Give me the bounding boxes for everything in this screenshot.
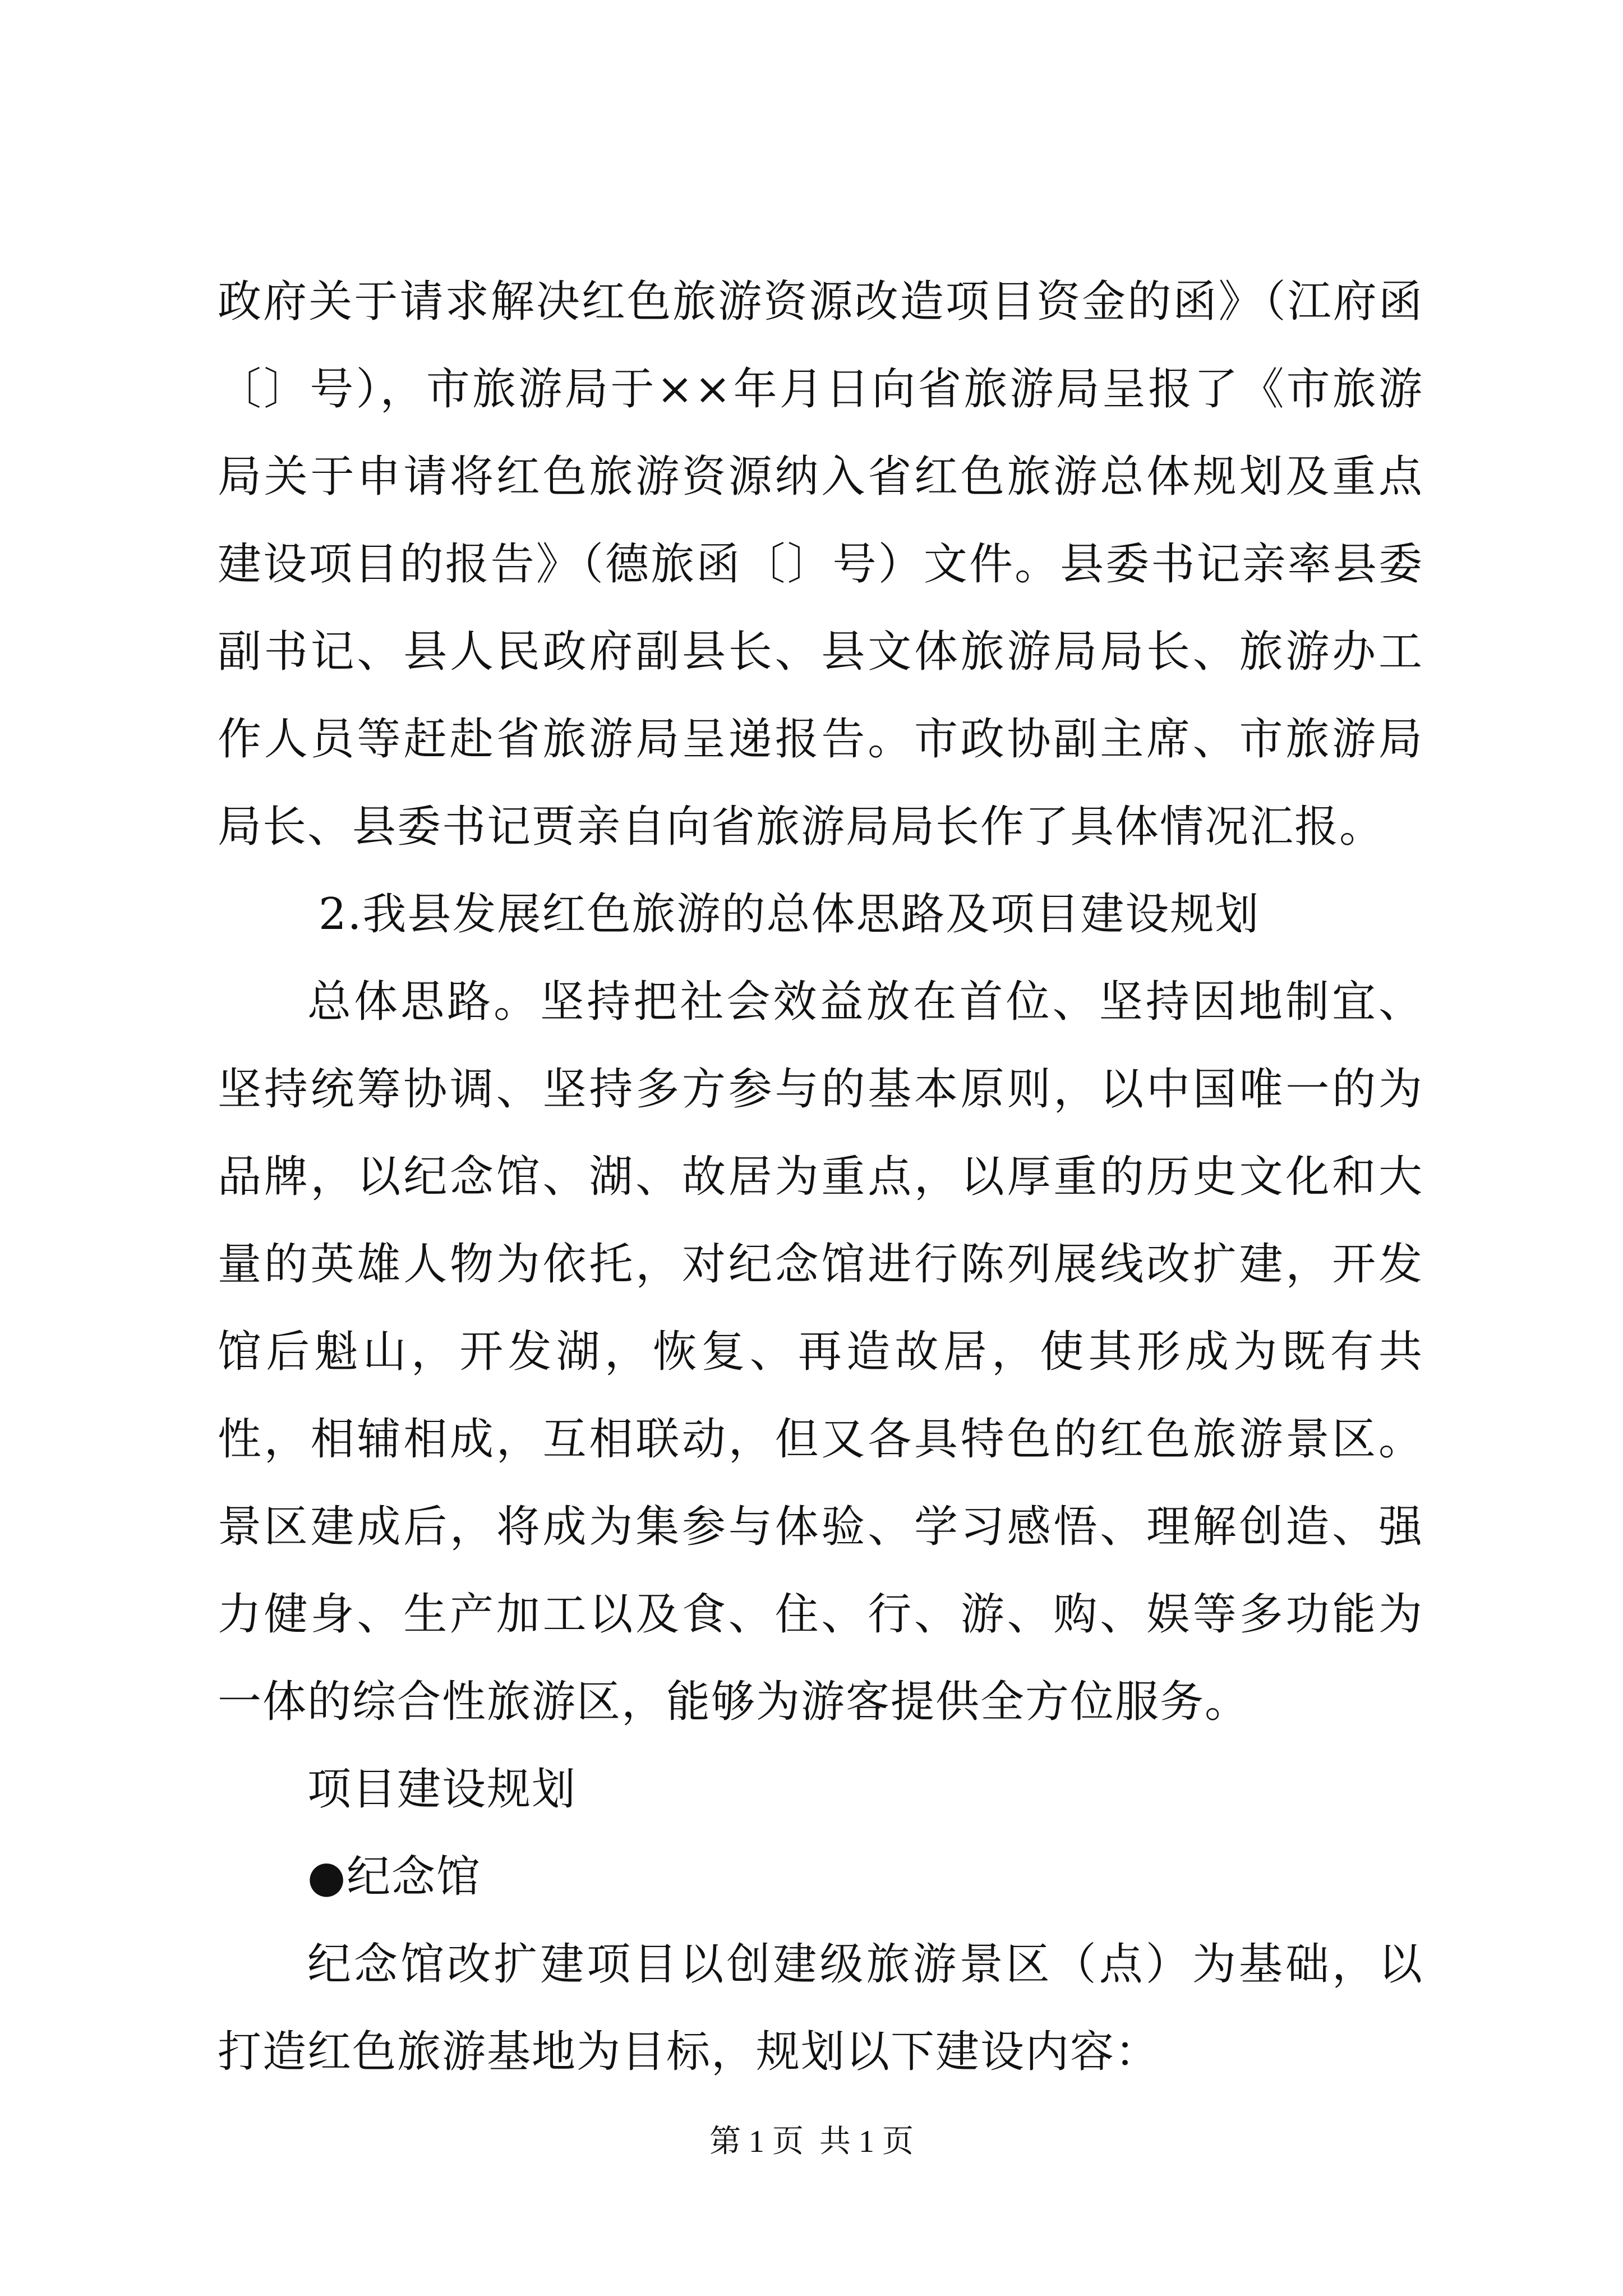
document-body	[218, 258, 1423, 2096]
paragraph-overall-approach: 总体思路。坚持把社会效益放在首位、坚持因地制宜、坚持统筹协调、坚持多方参与的基本原则，以中国唯一的为品牌，以纪念馆、湖、故居为重点，以厚重的历史文化和大量的英雄人物为依托，对纪念馆进行陈列展线改扩建，开发馆后魁山，开发湖，恢复、再造故居，使其形成为既有共性，相辅相成，互相联动，但又各具特色的红色旅游景区。景区建成后，将成为集参与体验、学习感悟、理解创造、强力健身、生产加工以及食、住、行、游、购、娱等多功能为一体的综合性旅游区，能够为游客提供全方位服务。	[218, 977, 1423, 1727]
paragraph-memorial-hall: 纪念馆改扩建项目以创建级旅游景区（点）为基础，以打造红色旅游基地为目标，规划以下建设内容：	[218, 1939, 1423, 2077]
page-footer	[0, 2119, 1623, 2164]
paragraph-continuation: 政府关于请求解决红色旅游资源改造项目资金的函》（江府函〔〕号），市旅游局于××年月日向省旅游局呈报了《市旅游局关于申请将红色旅游资源纳入省红色旅游总体规划及重点建设项目的报告》（德旅函〔〕号）文件。县委书记亲率县委副书记、县人民政府副县长、县文体旅游局局长、旅游办工作人员等赶赴省旅游局呈递报告。市政协副主席、市旅游局局长、县委书记贾亲自向省旅游局局长作了具体情况汇报。	[218, 277, 1423, 852]
subheading-project-plan: 项目建设规划	[307, 1764, 577, 1815]
page-number-label: 第 1 页 共 1 页	[709, 2124, 914, 2159]
section-heading: 2.我县发展红色旅游的总体思路及项目建设规划	[319, 889, 1260, 940]
bullet-memorial-hall: ●纪念馆	[307, 1852, 482, 1902]
